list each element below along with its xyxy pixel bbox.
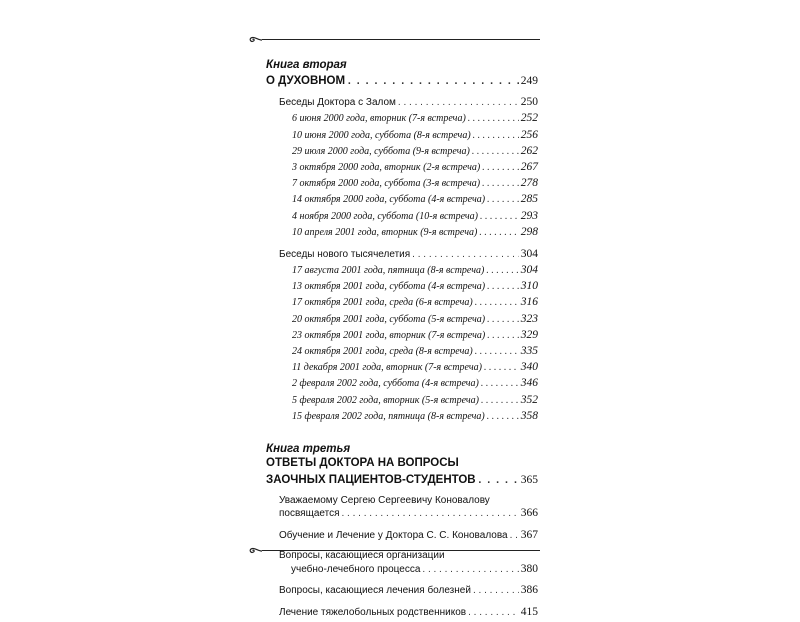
toc-entry-label: 11 декабря 2001 года, вторник (7-я встреча): [292, 362, 482, 374]
toc-section[interactable]: [266, 604, 538, 620]
curl-ornament-icon: [248, 34, 264, 46]
toc-section-label: посвящается: [279, 508, 340, 520]
toc-entry-label: 17 октября 2001 года, среда (6-я встреча): [292, 297, 473, 309]
page-number: 335: [520, 345, 538, 357]
book-title: Книга третья: [266, 442, 351, 455]
toc-section[interactable]: [266, 494, 538, 521]
page-number: 365: [520, 473, 538, 486]
toc-section[interactable]: [266, 582, 538, 598]
toc-heading[interactable]: [266, 456, 538, 488]
toc-section-label: учебно-лечебного процесса: [291, 563, 421, 575]
table-of-contents: [266, 58, 538, 621]
toc-entry-label: 14 октября 2000 года, суббота (4-я встреча): [292, 194, 486, 206]
toc-entry[interactable]: [266, 278, 538, 294]
page-number: 316: [520, 296, 538, 309]
toc-entry[interactable]: [266, 143, 538, 159]
toc-section-label: Обучение и Лечение у Доктора С. С. Коновалова: [279, 529, 508, 541]
toc-entry-label: 2 февраля 2002 года, суббота (4-я встреча): [292, 378, 479, 390]
toc-entry[interactable]: [266, 392, 538, 408]
toc-section-label: Беседы Доктора с Залом: [279, 97, 396, 109]
page-number: 346: [520, 377, 538, 390]
toc-entry-label: 5 февраля 2002 года, вторник (5-я встреча): [292, 394, 480, 406]
page-number: 285: [520, 193, 538, 206]
toc-entry[interactable]: [266, 159, 538, 175]
curl-ornament-icon: [248, 545, 264, 557]
page-number: 329: [520, 328, 538, 341]
page-number: 380: [520, 562, 538, 575]
toc-entry[interactable]: [266, 262, 538, 278]
page-number: 323: [520, 312, 538, 325]
toc-entry-label: 24 октября 2001 года, среда (8-я встреча): [292, 346, 473, 357]
page-number: 386: [520, 584, 538, 597]
toc-section-label: Уважаемому Сергею Сергеевичу Коновалову: [279, 494, 490, 506]
book-title: Книга вторая: [266, 59, 347, 71]
page-number: 298: [520, 225, 538, 238]
toc-entry[interactable]: [266, 208, 538, 224]
page-number: 267: [520, 160, 538, 173]
toc-entry-label: 6 июня 2000 года, вторник (7-я встреча): [292, 113, 466, 125]
toc-section[interactable]: [266, 246, 538, 262]
toc-section[interactable]: [266, 94, 538, 110]
toc-entry[interactable]: [266, 191, 538, 207]
page-number: 249: [520, 75, 538, 87]
page-number: 250: [520, 96, 538, 109]
toc-heading-line: ЗАОЧНЫХ ПАЦИЕНТОВ-СТУДЕНТОВ: [266, 473, 476, 486]
toc-entry-label: 7 октября 2000 года, суббота (3-я встреча): [292, 178, 481, 190]
toc-section[interactable]: [266, 527, 538, 543]
toc-section-label: Вопросы, касающиеся организации: [279, 550, 445, 562]
toc-entry[interactable]: [266, 359, 538, 375]
toc-entry[interactable]: [266, 375, 538, 391]
page-number: 310: [520, 280, 538, 293]
toc-entry-label: 29 июля 2000 года, суббота (9-я встреча): [292, 145, 470, 157]
toc-entry-label: 3 октября 2000 года, вторник (2-я встреча): [292, 161, 481, 173]
page-number: 304: [520, 264, 538, 277]
toc-heading-line: ОТВЕТЫ ДОКТОРА НА ВОПРОСЫ: [266, 456, 459, 469]
toc-entry[interactable]: [266, 311, 538, 327]
toc-entry[interactable]: [266, 294, 538, 310]
page-number: 293: [520, 209, 538, 222]
toc-section-label: Лечение тяжелобольных родственников: [279, 607, 467, 619]
toc-entry-label: 20 октября 2001 года, суббота (5-я встреча): [292, 313, 486, 325]
bottom-ornament-rule: [248, 545, 540, 557]
page-number: 340: [520, 361, 538, 374]
page-number: 415: [520, 606, 538, 619]
toc-entry[interactable]: [266, 327, 538, 343]
page-number: 304: [520, 247, 538, 260]
top-ornament-rule: [248, 34, 540, 46]
toc-heading-label: О ДУХОВНОМ: [266, 75, 346, 87]
page-number: 278: [520, 177, 538, 190]
toc-entry-label: 4 ноября 2000 года, суббота (10-я встреча): [292, 210, 479, 222]
toc-entry[interactable]: [266, 224, 538, 240]
toc-entry[interactable]: [266, 343, 538, 359]
toc-section-label: Беседы нового тысячелетия: [279, 248, 411, 260]
toc-entry[interactable]: [266, 175, 538, 191]
page-number: 252: [520, 112, 538, 125]
toc-entry-label: 13 октября 2001 года, суббота (4-я встреча): [292, 281, 486, 293]
toc-entry-label: 15 февраля 2002 года, пятница (8-я встреча): [292, 410, 485, 422]
toc-entry-label: 17 августа 2001 года, пятница (8-я встреча): [292, 265, 485, 277]
toc-entry[interactable]: [266, 110, 538, 126]
page-number: 262: [520, 144, 538, 157]
toc-section-label: Вопросы, касающиеся лечения болезней: [279, 585, 471, 597]
page-number: 367: [520, 528, 538, 541]
page-number: 256: [520, 128, 538, 141]
page-number: 352: [520, 393, 538, 406]
toc-entry-label: 10 июня 2000 года, суббота (8-я встреча): [292, 129, 471, 141]
toc-entry-label: 10 апреля 2001 года, вторник (9-я встреча): [292, 226, 478, 238]
page-number: 358: [520, 409, 538, 422]
toc-entry[interactable]: [266, 408, 538, 424]
toc-entry[interactable]: [266, 127, 538, 143]
toc-entry-label: 23 октября 2001 года, вторник (7-я встреча): [292, 329, 486, 341]
toc-heading[interactable]: [266, 72, 538, 88]
page-number: 366: [520, 507, 538, 520]
